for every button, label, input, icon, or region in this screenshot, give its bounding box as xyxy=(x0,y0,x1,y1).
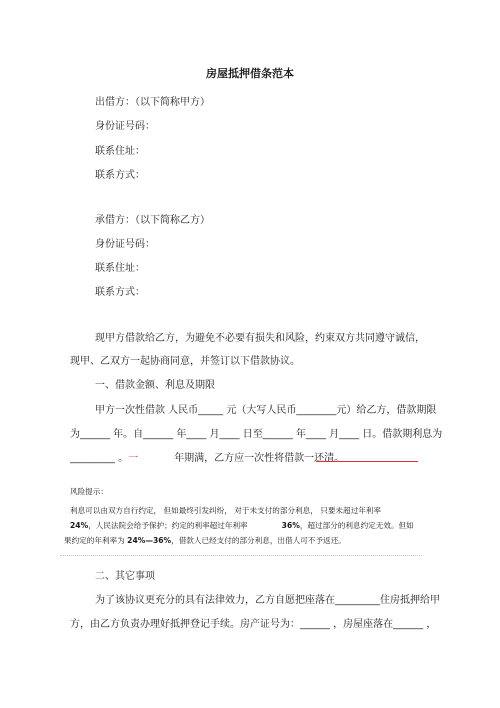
risk-line-1: 利息可以由双方自行约定， 但如最终引发纠纷， 对于未支付的部分利息， 只要未超过年利率 xyxy=(70,506,381,515)
borrower-heading: 承借方：（以下简称乙方） xyxy=(95,215,210,226)
rate-24: 24% xyxy=(70,521,89,530)
risk-line-3-tail: ，借款人已经支付的部分利息，出借人可不予返还。 xyxy=(171,536,346,545)
risk-heading: 风险提示： xyxy=(70,487,108,496)
red-underline xyxy=(316,461,418,462)
lender-address-label: 联系住址： xyxy=(95,146,145,157)
lender-contact-label: 联系方式： xyxy=(95,170,145,181)
lender-id-label: 身份证号码： xyxy=(95,121,155,132)
red-dash-mark: 一 xyxy=(128,453,139,464)
risk-divider xyxy=(60,555,422,556)
section-2-line-1: 为了该协议更充分的具有法律效力，乙方自愿把座落在_________住房抵押给甲 xyxy=(95,595,440,606)
interest-blank: _________ 。 xyxy=(70,453,129,464)
risk-line-2-tail: ，超过部分的利息约定无效。但如 xyxy=(299,521,414,530)
rate-36: 36% xyxy=(281,521,300,530)
document-title: 房屋抵押借条范本 xyxy=(206,67,294,80)
repayment-text: 年期满，乙方应一次性将借款一还清。 xyxy=(174,453,345,464)
intro-line-1: 现甲方借款给乙方，为避免不必要有损失和风险，约束双方共同遵守诚信， xyxy=(95,333,425,344)
section-1-line-2: 为______ 年。自______ 年____ 月____ 日至______ 年____ 月____ 日。借款期利息为 xyxy=(70,429,443,440)
risk-line-3 xyxy=(64,536,346,546)
section-1-line-1: 甲方一次性借款 人民币_____ 元（大写人民币________元）给乙方，借款期限 xyxy=(95,405,437,416)
borrower-id-label: 身份证号码： xyxy=(95,239,155,250)
rate-range: 24%—36% xyxy=(127,536,172,545)
intro-line-2: 现甲、乙双方一起协商同意，并签订以下借款协议。 xyxy=(70,356,300,367)
lender-heading: 出借方：（以下简称甲方） xyxy=(95,97,210,108)
risk-line-2 xyxy=(70,521,414,531)
section-2-line-2: 方，由乙方负责办理好抵押登记手续。房产证号为：______ ，房屋座落在______ ， xyxy=(70,619,437,630)
risk-line-3-lead: 果约定的年利率为 xyxy=(64,536,128,545)
borrower-address-label: 联系住址： xyxy=(95,263,145,274)
section-1-heading: 一、借款金额、利息及期限 xyxy=(95,380,215,391)
risk-line-2-text: ，人民法院会给予保护；约定的利率超过年利率 xyxy=(88,521,248,530)
section-1-line-3 xyxy=(70,453,344,465)
section-2-heading: 二、其它事项 xyxy=(95,571,155,582)
borrower-contact-label: 联系方式： xyxy=(95,287,145,298)
